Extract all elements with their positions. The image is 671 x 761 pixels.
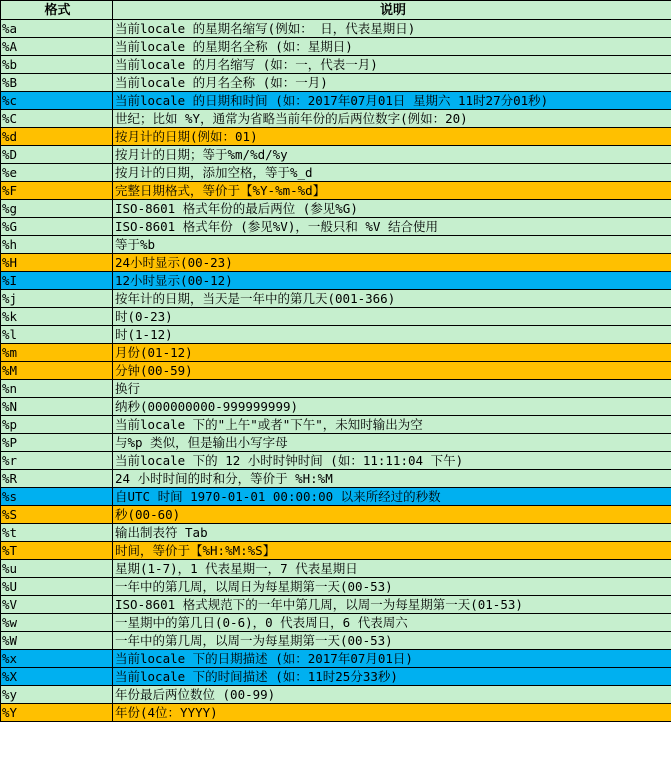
format-description: 当前locale 下的"上午"或者"下午"，未知时输出为空 [113, 416, 671, 434]
format-description: 按月计的日期；等于%m/%d/%y [113, 146, 671, 164]
table-row [1, 164, 671, 182]
table-row [1, 560, 671, 578]
format-code: %k [1, 308, 113, 326]
table-row [1, 74, 671, 92]
table-row [1, 416, 671, 434]
format-description: 当前locale 的星期名缩写(例如： 日，代表星期日) [113, 20, 671, 38]
format-description: 分钟(00-59) [113, 362, 671, 380]
format-description: ISO-8601 格式年份 (参见%V)，一般只和 %V 结合使用 [113, 218, 671, 236]
table-row [1, 308, 671, 326]
format-code: %G [1, 218, 113, 236]
format-code: %e [1, 164, 113, 182]
format-description: ISO-8601 格式年份的最后两位 (参见%G) [113, 200, 671, 218]
table-row [1, 380, 671, 398]
format-description: 24小时显示(00-23) [113, 254, 671, 272]
format-description: 月份(01-12) [113, 344, 671, 362]
table-row [1, 470, 671, 488]
format-code: %t [1, 524, 113, 542]
format-description: 当前locale 下的时间描述 (如：11时25分33秒) [113, 668, 671, 686]
format-description: 一星期中的第几日(0-6)，0 代表周日，6 代表周六 [113, 614, 671, 632]
format-description: 一年中的第几周，以周一为每星期第一天(00-53) [113, 632, 671, 650]
format-description: 年份(4位：YYYY) [113, 704, 671, 722]
format-code: %u [1, 560, 113, 578]
header-format: 格式 [1, 1, 113, 20]
format-code: %r [1, 452, 113, 470]
format-description: 等于%b [113, 236, 671, 254]
format-description: 24 小时时间的时和分，等价于 %H:%M [113, 470, 671, 488]
table-row [1, 686, 671, 704]
format-code: %P [1, 434, 113, 452]
format-code: %s [1, 488, 113, 506]
format-code: %T [1, 542, 113, 560]
format-description: 当前locale 下的日期描述 (如：2017年07月01日) [113, 650, 671, 668]
format-description: 换行 [113, 380, 671, 398]
format-code: %W [1, 632, 113, 650]
table-row [1, 506, 671, 524]
table-row [1, 146, 671, 164]
format-code: %w [1, 614, 113, 632]
format-description: 星期(1-7)，1 代表星期一，7 代表星期日 [113, 560, 671, 578]
table-row [1, 38, 671, 56]
table-row [1, 20, 671, 38]
table-row [1, 218, 671, 236]
table-row [1, 524, 671, 542]
table-row [1, 434, 671, 452]
format-description: 年份最后两位数位 (00-99) [113, 686, 671, 704]
format-code: %Y [1, 704, 113, 722]
format-description: 一年中的第几周，以周日为每星期第一天(00-53) [113, 578, 671, 596]
format-code: %d [1, 128, 113, 146]
table-row [1, 668, 671, 686]
table-row [1, 344, 671, 362]
table-row [1, 542, 671, 560]
format-description: 当前locale 下的 12 小时时钟时间 (如：11:11:04 下午) [113, 452, 671, 470]
format-description: 当前locale 的日期和时间 (如：2017年07月01日 星期六 11时27分01秒) [113, 92, 671, 110]
format-description: 按年计的日期，当天是一年中的第几天(001-366) [113, 290, 671, 308]
table-row [1, 110, 671, 128]
format-code: %p [1, 416, 113, 434]
format-code: %N [1, 398, 113, 416]
format-description: 输出制表符 Tab [113, 524, 671, 542]
format-code: %c [1, 92, 113, 110]
table-row [1, 326, 671, 344]
table-row [1, 128, 671, 146]
format-code: %X [1, 668, 113, 686]
format-code: %U [1, 578, 113, 596]
format-code: %R [1, 470, 113, 488]
format-description: ISO-8601 格式规范下的一年中第几周，以周一为每星期第一天(01-53) [113, 596, 671, 614]
format-description: 与%p 类似，但是输出小写字母 [113, 434, 671, 452]
format-description: 完整日期格式，等价于【%Y-%m-%d】 [113, 182, 671, 200]
format-code: %a [1, 20, 113, 38]
table-row [1, 200, 671, 218]
table-row [1, 182, 671, 200]
format-description: 按月计的日期，添加空格，等于%_d [113, 164, 671, 182]
format-code: %g [1, 200, 113, 218]
table-row [1, 452, 671, 470]
format-code: %C [1, 110, 113, 128]
table-body [1, 20, 671, 722]
table-row [1, 272, 671, 290]
table-row [1, 56, 671, 74]
table-row [1, 632, 671, 650]
format-code: %H [1, 254, 113, 272]
table-row [1, 488, 671, 506]
format-code: %j [1, 290, 113, 308]
format-description: 秒(00-60) [113, 506, 671, 524]
table-row [1, 362, 671, 380]
table-row [1, 614, 671, 632]
format-description: 时间，等价于【%H:%M:%S】 [113, 542, 671, 560]
format-code: %F [1, 182, 113, 200]
format-code: %l [1, 326, 113, 344]
format-code: %y [1, 686, 113, 704]
format-code: %h [1, 236, 113, 254]
format-description: 纳秒(000000000-999999999) [113, 398, 671, 416]
format-description: 当前locale 的月名缩写 (如：一，代表一月) [113, 56, 671, 74]
table-row [1, 236, 671, 254]
format-code: %A [1, 38, 113, 56]
format-description: 当前locale 的月名全称 (如：一月) [113, 74, 671, 92]
table-row [1, 578, 671, 596]
format-description: 时(1-12) [113, 326, 671, 344]
format-description: 时(0-23) [113, 308, 671, 326]
format-code: %B [1, 74, 113, 92]
table-row [1, 254, 671, 272]
format-description: 当前locale 的星期名全称 (如：星期日) [113, 38, 671, 56]
header-row [1, 1, 671, 20]
header-description: 说明 [113, 1, 671, 20]
format-code: %n [1, 380, 113, 398]
format-description: 12小时显示(00-12) [113, 272, 671, 290]
table-row [1, 290, 671, 308]
format-code: %V [1, 596, 113, 614]
format-code: %b [1, 56, 113, 74]
table-row [1, 398, 671, 416]
table-row [1, 704, 671, 722]
format-code: %m [1, 344, 113, 362]
table-row [1, 92, 671, 110]
format-code: %D [1, 146, 113, 164]
format-code: %S [1, 506, 113, 524]
table-row [1, 596, 671, 614]
format-code: %M [1, 362, 113, 380]
table-row [1, 650, 671, 668]
format-description: 自UTC 时间 1970-01-01 00:00:00 以来所经过的秒数 [113, 488, 671, 506]
format-code: %I [1, 272, 113, 290]
format-code: %x [1, 650, 113, 668]
format-description: 按月计的日期(例如：01) [113, 128, 671, 146]
format-description: 世纪；比如 %Y，通常为省略当前年份的后两位数字(例如：20) [113, 110, 671, 128]
